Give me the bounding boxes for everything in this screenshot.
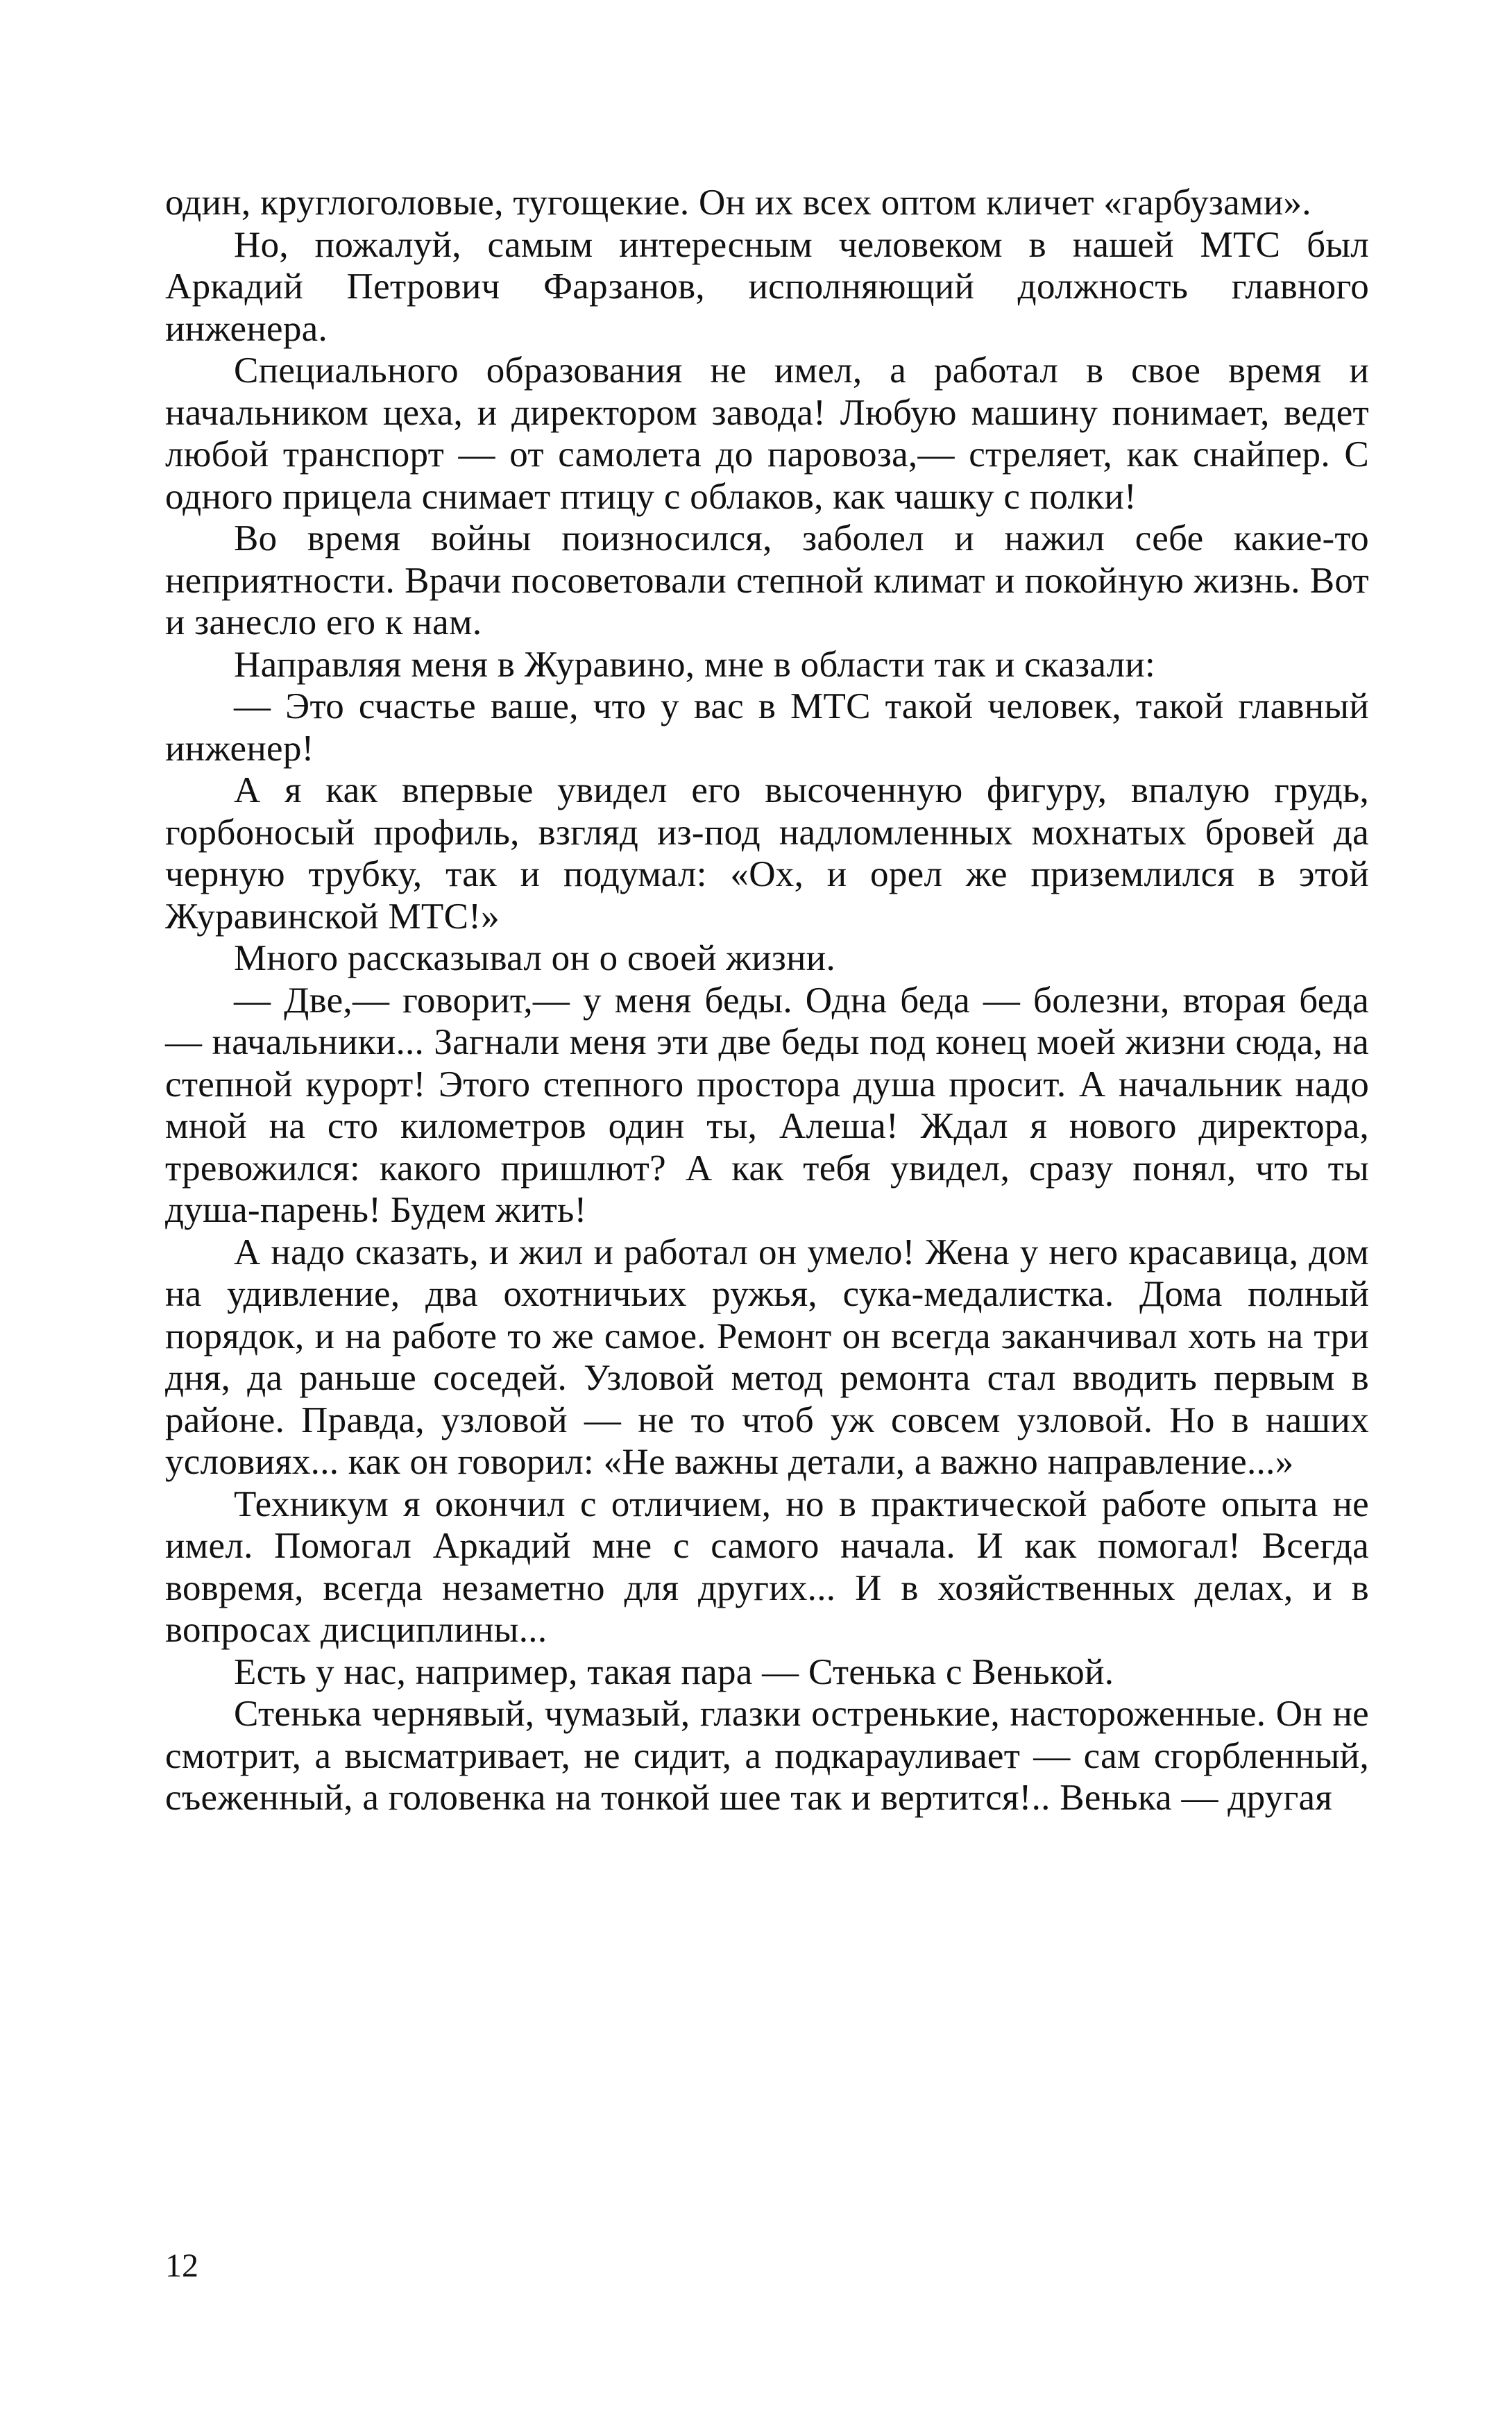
page-text — [165, 182, 1369, 1819]
paragraph: Техникум я окончил с отличием, но в практической работе опыта не имел. Помогал Аркадий мне с самого начала. И как помогал! Всегда вовремя, всегда незаметно для других... И в хозяйственных делах, и в вопросах дисциплины... — [165, 1483, 1369, 1650]
paragraph: Но, пожалуй, самым интересным человеком в нашей МТС был Аркадий Петрович Фарзанов, исполняющий должность главного инженера. — [165, 224, 1369, 349]
page-number: 12 — [165, 2247, 198, 2284]
paragraph: Специального образования не имел, а работал в свое время и начальником цеха, и директором завода! Любую машину понимает, ведет любой транспорт — от самолета до паровоза,— стреляет, как снайпер. С одного прицела снимает птицу с облаков, как чашку с полки! — [165, 350, 1369, 517]
dialogue-paragraph: — Это счастье ваше, что у вас в МТС такой человек, такой главный инженер! — [165, 686, 1369, 769]
paragraph: А надо сказать, и жил и работал он умело! Жена у него красавица, дом на удивление, два охотничьих ружья, сука-медалистка. Дома полный порядок, и на работе то же самое. Ремонт он всегда заканчивал хоть на три дня, да раньше соседей. Узловой метод ремонта стал вводить первым в районе. Правда, узловой — не то чтоб уж совсем узловой. Но в наших условиях... как он говорил: «Не важны детали, а важно направление...» — [165, 1232, 1369, 1482]
paragraph: Есть у нас, например, такая пара — Стенька с Венькой. — [234, 1651, 1114, 1692]
body-text — [165, 182, 1369, 1819]
paragraph: один, круглоголовые, тугощекие. Он их всех оптом кличет «гарбузами». — [165, 182, 1311, 223]
paragraph: Направляя меня в Журавино, мне в области так и сказали: — [234, 644, 1156, 685]
dialogue-paragraph: — Две,— говорит,— у меня беды. Одна беда — болезни, вторая беда — начальники... Загнали меня эти две беды под конец моей жизни сюда, на степной курорт! Этого степного простора душа просит. А начальник надо мной на сто километров один ты, Алеша! Ждал я нового директора, тревожился: какого пришлют? А как тебя увидел, сразу понял, что ты душа-парень! Будем жить! — [165, 980, 1369, 1230]
paragraph: Много рассказывал он о своей жизни. — [234, 938, 835, 978]
paragraph: Во время войны поизносился, заболел и нажил себе какие-то неприятности. Врачи посоветовали степной климат и покойную жизнь. Вот и занесло его к нам. — [165, 518, 1369, 642]
paragraph: Стенька чернявый, чумазый, глазки остренькие, настороженные. Он не смотрит, а высматривает, не сидит, а подкарауливает — сам сгорбленный, съеженный, а головенка на тонкой шее так и вертится!.. Венька — другая — [165, 1694, 1369, 1818]
paragraph: А я как впервые увидел его высоченную фигуру, впалую грудь, горбоносый профиль, взгляд из-под надломленных мохнатых бровей да черную трубку, так и подумал: «Ох, и орел же приземлился в этой Журавинской МТС!» — [165, 770, 1369, 937]
